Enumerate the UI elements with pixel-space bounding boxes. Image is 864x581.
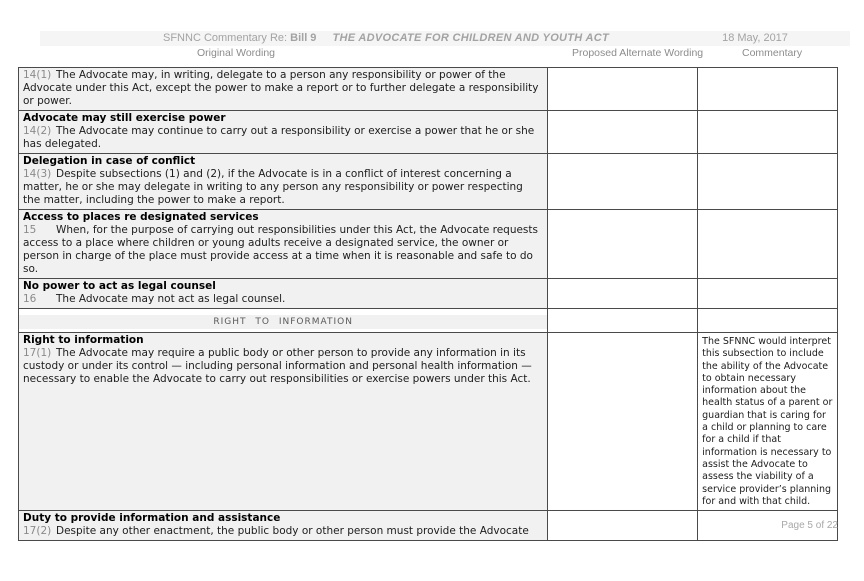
original-wording-cell [19,279,548,309]
commentary-cell [698,333,838,511]
original-wording-cell [19,511,548,541]
section-banner-cell [19,309,548,333]
row-heading: Access to places re designated services [23,211,259,223]
row-text: When, for the purpose of carrying out responsibilities under this Act, the Advocate requests access to a place where children or young adults receive a designated service, the owner or person in charge of the place must provide access at a time when it is reasonable and safe to do so. [23,224,538,275]
commentary-cell [698,210,838,279]
section-number: 15 [23,224,37,236]
document-header [0,0,864,67]
bill-number: Bill 9 [290,32,317,44]
commentary-prefix: SFNNC Commentary Re: [163,32,288,44]
proposed-wording-cell [548,333,698,511]
commentary-cell [698,154,838,210]
page-number: Page 5 of 22 [781,520,838,531]
table-row [19,511,838,541]
row-heading: Duty to provide information and assistance [23,512,281,525]
row-text: The Advocate may continue to carry out a responsibility or exercise a power that he or she has delegated. [23,125,535,150]
table-row [19,154,838,210]
row-heading: Advocate may still exercise power [23,112,226,124]
section-banner: RIGHT TO INFORMATION [19,315,547,329]
header-date: 18 May, 2017 [722,32,788,44]
act-title: THE ADVOCATE FOR CHILDREN AND YOUTH ACT [332,32,610,44]
proposed-wording-cell [548,279,698,309]
original-wording-cell [19,68,548,111]
table-row [19,279,838,309]
row-text: Despite any other enactment, the public body or other person must provide the Advocate [56,525,529,538]
row-heading: No power to act as legal counsel [23,280,216,292]
table-row [19,210,838,279]
commentary-cell [698,309,838,333]
section-number: 17(2) [23,525,52,538]
original-wording-cell [19,111,548,154]
proposed-wording-cell [548,309,698,333]
proposed-wording-cell [548,111,698,154]
section-number: 14(2) [23,125,52,137]
proposed-wording-cell [548,68,698,111]
section-number: 14(3) [23,168,52,180]
original-wording-cell [19,210,548,279]
row-heading: Delegation in case of conflict [23,155,196,167]
commentary-cell [698,111,838,154]
section-number: 16 [23,293,37,305]
row-text: Despite subsections (1) and (2), if the Advocate is in a conflict of interest concerning a matter, he or she may delegate in writing to any person any responsibility or power respecting the matter, including the power to make a report. [23,168,523,206]
commentary-cell [698,68,838,111]
table-row [19,68,838,111]
row-heading: Right to information [23,334,144,346]
original-wording-cell [19,154,548,210]
column-header-proposed-wording: Proposed Alternate Wording [572,47,704,59]
section-number: 14(1) [23,69,52,81]
header-title-line [163,32,788,45]
row-text: The Advocate may not act as legal counsel. [56,293,286,305]
section-number: 17(1) [23,347,52,359]
column-header-commentary: Commentary [742,47,803,59]
row-text: The Advocate may, in writing, delegate to a person any responsibility or power of the Advocate under this Act, except the power to make a report or to further delegate a responsibility or power. [23,69,539,107]
table-row [19,111,838,154]
row-text: The Advocate may require a public body or other person to provide any information in its custody or under its control — including personal information and personal health information — necessary to enable the Advocate to carry out responsibilities or exercise powers under this Act. [23,347,532,385]
table-row [19,333,838,511]
proposed-wording-cell [548,154,698,210]
column-header-original-wording: Original Wording [197,47,276,59]
original-wording-cell [19,333,548,511]
section-banner-row [19,309,838,333]
commentary-text: The SFNNC would interpret this subsection to include the ability of the Advocate to obtain necessary information about the health status of a parent or guardian that is caring for a child or planning to care for a child if that information is necessary to assist the Advocate to assess the viability of a service provider’s planning for and with that child. [702,336,833,507]
commentary-table [18,67,838,541]
commentary-cell [698,279,838,309]
proposed-wording-cell [548,210,698,279]
proposed-wording-cell [548,511,698,541]
